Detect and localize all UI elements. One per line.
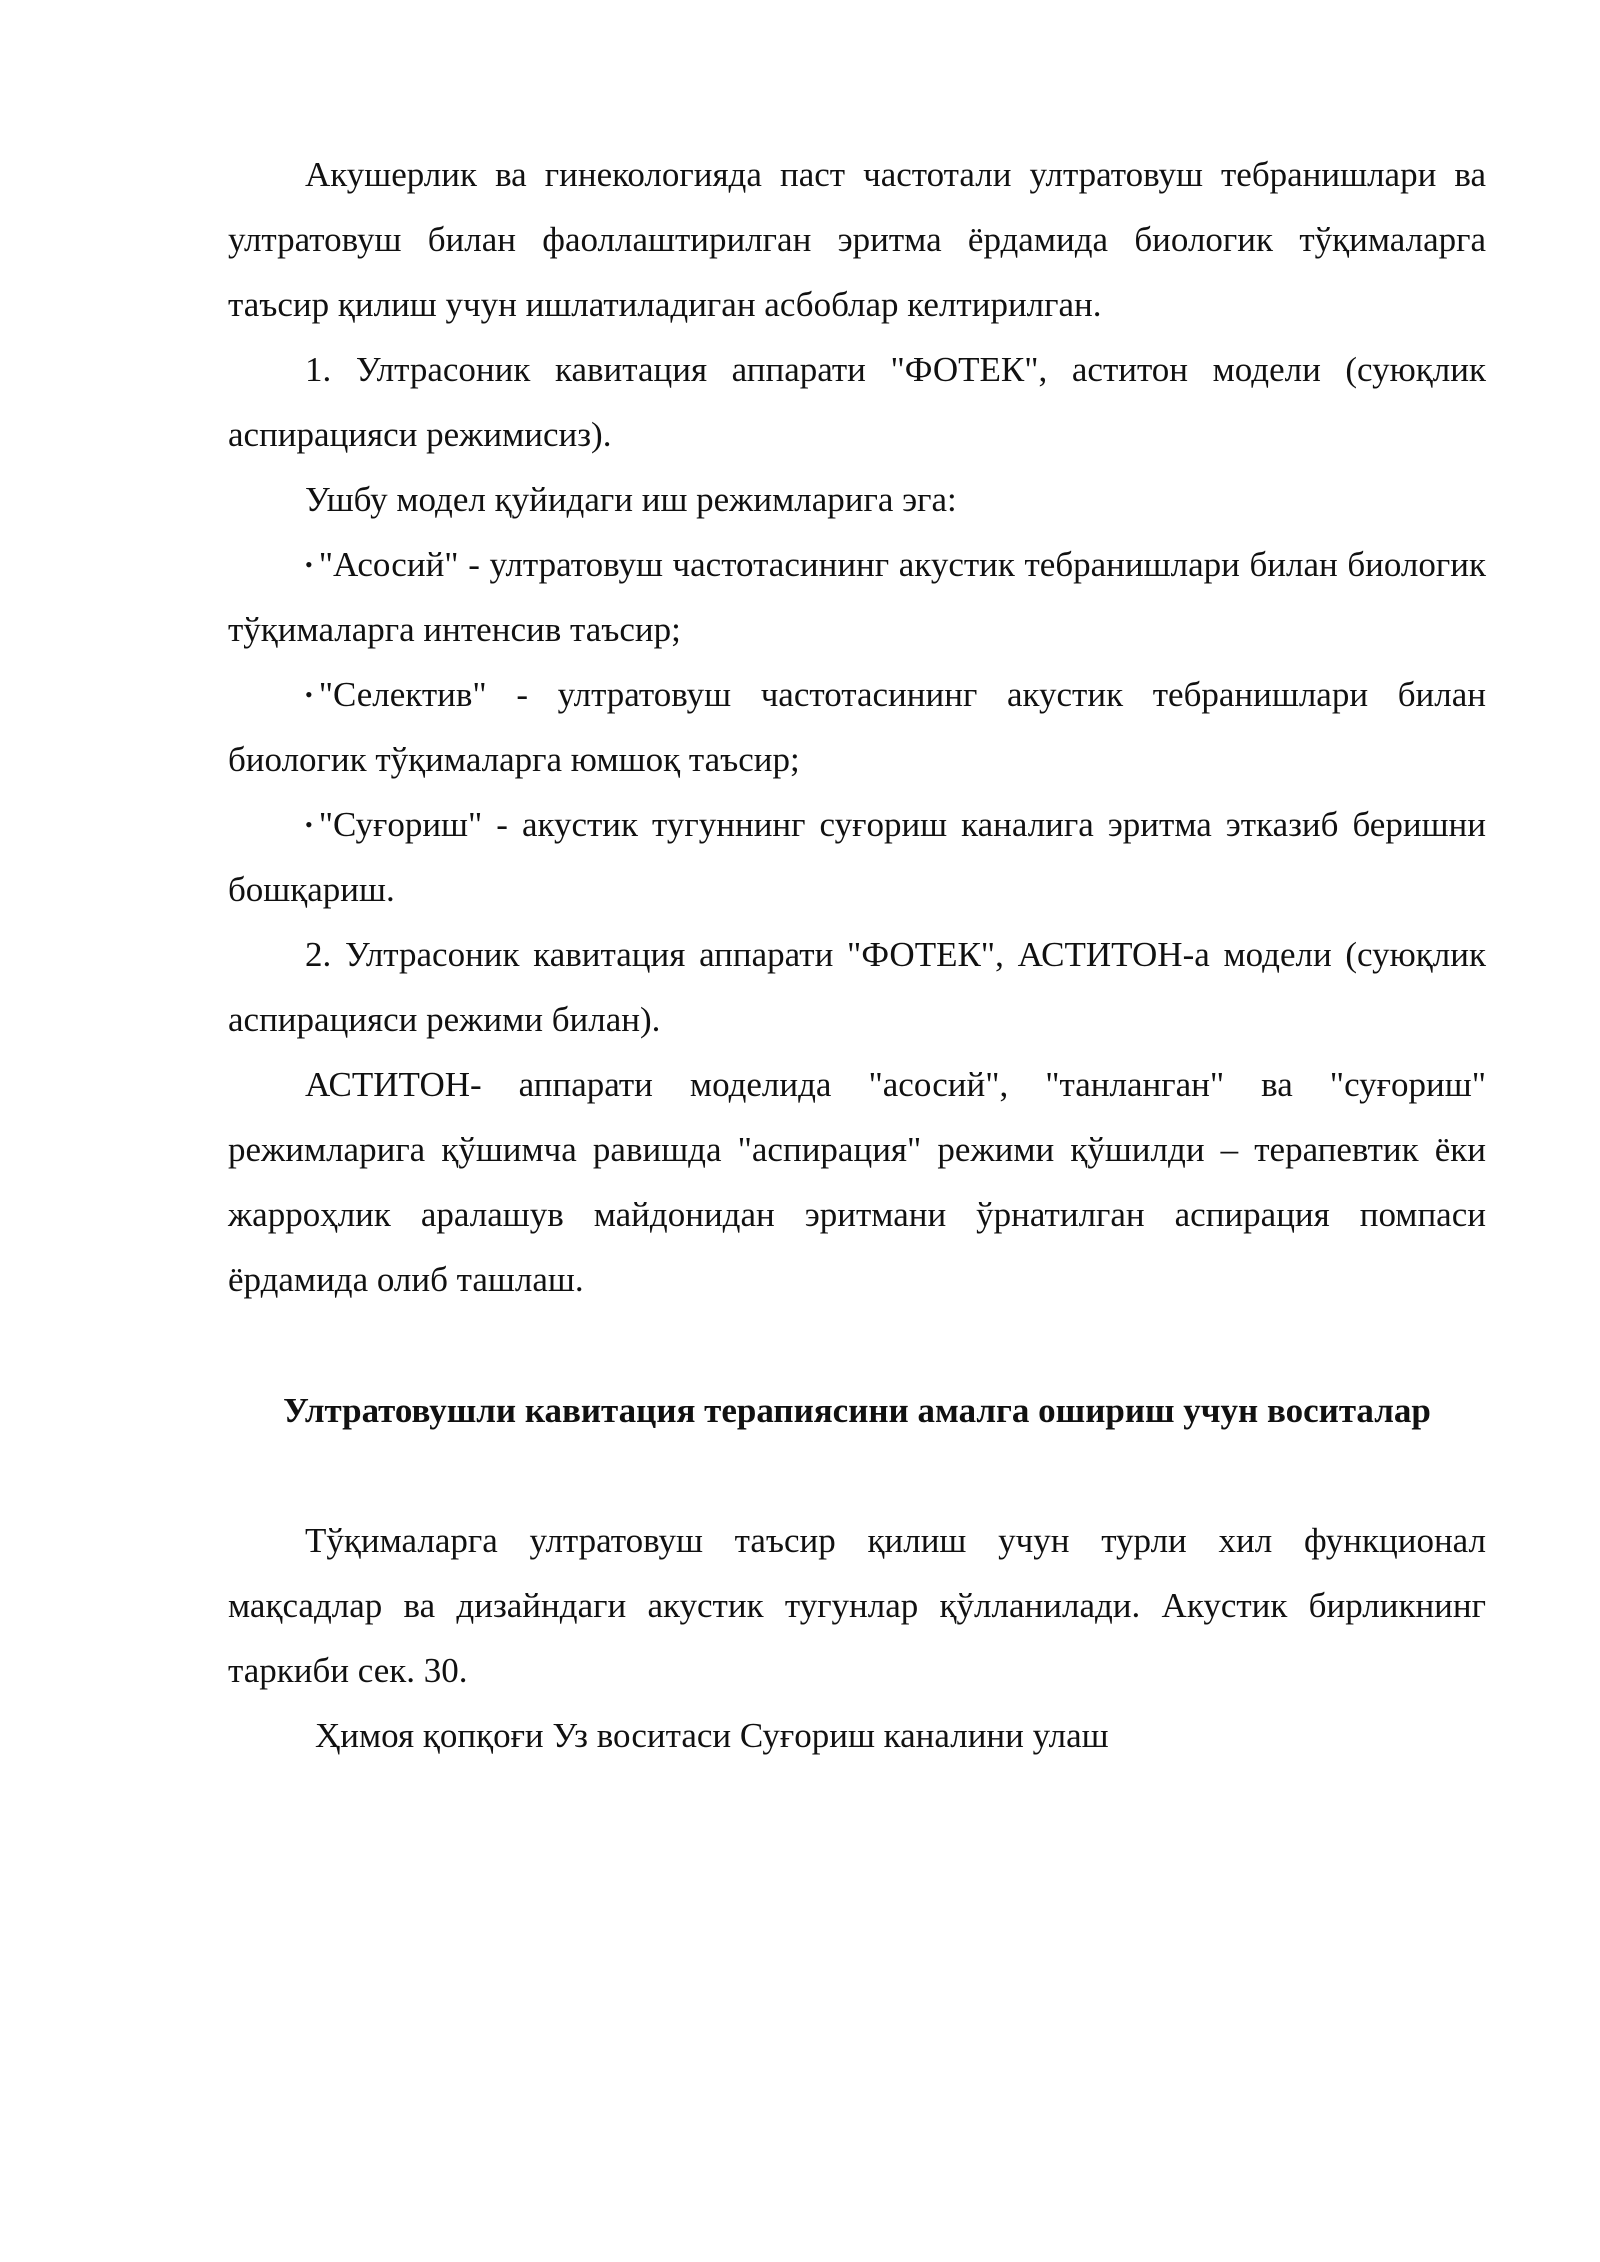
bullet-text: "Асосий" - ултратовуш частотасининг акустик тебранишлари билан биологик тўқималарга интенсив таъсир; [228,545,1486,649]
list-item [228,662,1486,792]
list-item [228,532,1486,662]
bullet-text: "Суғориш" - акустик тугуннинг суғориш каналига эритма этказиб беришни бошқариш. [228,805,1486,909]
section-heading: Ултратовушли кавитация терапиясини амалга ошириш учун воситалар [283,1391,1431,1430]
bullet-icon: • [305,682,313,707]
modes-intro-paragraph: Ушбу модел қуйидаги иш режимларига эга: [305,480,957,519]
device-one-paragraph: 1. Ултрасоник кавитация аппарати "ФОТЕК", аститон модели (суюқлик аспирацияси режимисиз). [228,350,1486,454]
bullet-text: "Селектив" - ултратовуш частотасининг акустик тебранишлари билан биологик тўқималарга юмшоқ таъсир; [228,675,1486,779]
body-text-top [228,142,1486,1312]
device-two-paragraph: 2. Ултрасоник кавитация аппарати "ФОТЕК", АСТИТОН-а модели (суюқлик аспирацияси режими билан). [228,935,1486,1039]
intro-paragraph: Акушерлик ва гинекологияда паст частотали ултратовуш тебранишлари ва ултратовуш билан фаоллаштирилган эритма ёрдамида биологик тўқималарга таъсир қилиш учун ишлатиладиган асбоблар келтирилган. [228,155,1486,324]
bullet-icon: • [305,552,313,577]
figure-caption-line: Ҳимоя қопқоғи Уз воситаси Суғориш каналини улаш [315,1716,1109,1755]
body-text-bottom [228,1508,1486,1768]
aspiration-paragraph: АСТИТОН- аппарати моделида "асосий", "танланган" ва "суғориш" режимларига қўшимча равишда "аспирация" режими қўшилди – терапевтик ёки жарроҳлик аралашув майдонидан эритмани ўрнатилган аспирация помпаси ёрдамида олиб ташлаш. [228,1065,1486,1299]
acoustic-units-paragraph: Тўқималарга ултратовуш таъсир қилиш учун турли хил функционал мақсадлар ва дизайндаги акустик тугунлар қўлланилади. Акустик бирликнинг таркиби сек. 30. [228,1521,1486,1690]
bullet-icon: • [305,812,313,837]
list-item [228,792,1486,922]
